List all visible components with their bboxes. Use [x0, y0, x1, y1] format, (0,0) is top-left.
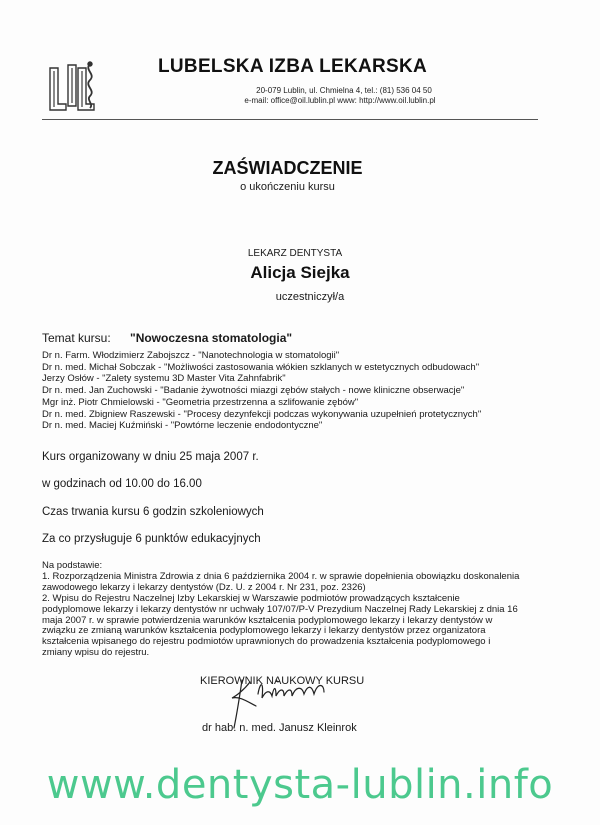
- participated-label: uczestniczył/a: [275, 291, 345, 303]
- lecture-item: Mgr inż. Piotr Chmielowski - "Geometria przestrzenna a szlifowanie zębów": [42, 396, 359, 408]
- basis-line: Na podstawie:: [42, 560, 103, 571]
- certificate-title: ZAŚWIADCZENIE: [212, 158, 363, 178]
- lecture-list: [42, 350, 562, 432]
- course-duration: Czas trwania kursu 6 godzin szkoleniowych: [42, 506, 264, 518]
- signatory-role: KIEROWNIK NAUKOWY KURSU: [200, 675, 365, 687]
- basis-line: 2. Wpisu do Rejestru Naczelnej Izby Lekarskiej w Warszawie podmiotów prowadzących kształcenie: [42, 592, 460, 604]
- course-date: Kurs organizowany w dniu 25 maja 2007 r.: [42, 451, 259, 463]
- legal-basis: [42, 561, 562, 659]
- basis-line: zmiany wpisu do rejestru.: [42, 647, 150, 659]
- organization-address: 20-079 Lublin, ul. Chmielna 4, tel.: (81) 536 04 50: [256, 86, 432, 95]
- organization-contact: e-mail: office@oil.lublin.pl www: http://www.oil.lublin.pl: [244, 96, 436, 105]
- course-hours: w godzinach od 10.00 do 16.00: [42, 478, 202, 490]
- signatory-name: dr hab. n. med. Janusz Kleinrok: [202, 722, 357, 734]
- watermark-url: www.dentysta-lublin.info: [46, 762, 554, 808]
- basis-line: zawodowego lekarzy i lekarzy dentystów (Dz. U. z 2004 r. Nr 231, poz. 2326): [42, 581, 366, 593]
- lecture-item: Dr n. Farm. Włodzimierz Zabojszcz - "Nanotechnologia w stomatologii": [42, 350, 340, 361]
- lecture-item: Dr n. med. Michał Sobczak - "Możliwości zastosowania włókien szklanych w estetycznych odbudowach": [42, 361, 480, 373]
- course-points: Za co przysługuje 6 punktów edukacyjnych: [42, 533, 261, 545]
- certificate-subtitle: o ukończeniu kursu: [240, 181, 335, 193]
- basis-line: kształcenia wpisanego do rejestru podmiotów uprawnionych do prowadzenia kształcenia podyplomowego i: [42, 636, 491, 648]
- lecture-item: Dr n. med. Maciej Kuźmiński - "Powtórne leczenie endodontyczne": [42, 420, 323, 432]
- lecture-item: Dr n. med. Zbigniew Raszewski - "Procesy dezynfekcji podczas wykonywania uzupełnień protetycznych": [42, 408, 482, 420]
- participant-name: Alicja Siejka: [250, 263, 350, 282]
- basis-line: maja 2007 r. w sprawie potwierdzenia warunków kształcenia podyplomowego lekarzy i lekarzy dentystów w: [42, 614, 493, 626]
- organization-name: LUBELSKA IZBA LEKARSKA: [158, 56, 428, 77]
- header-divider: [42, 119, 538, 120]
- lecture-item: Dr n. med. Jan Zuchowski - "Badanie żywotności miazgi zębów stałych - nowe kliniczne obserwacje": [42, 385, 465, 397]
- profession-label: LEKARZ DENTYSTA: [247, 248, 343, 259]
- basis-line: związku ze zmianą warunków kształcenia podyplomowego lekarzy i lekarzy dentystów przez organizatora: [42, 625, 486, 637]
- lecture-item: Jerzy Osłów - "Zalety systemu 3D Master Vita Zahnfabrik": [42, 373, 286, 385]
- topic-label: Temat kursu:: [42, 331, 111, 345]
- basis-line: 1. Rozporządzenia Ministra Zdrowia z dnia 6 października 2004 r. w sprawie dopełnienia obowiązku doskonalenia: [42, 570, 520, 582]
- basis-line: podyplomowe lekarzy i lekarzy dentystów nr uchwały 107/07/P-V Prezydium Naczelnej Rady Lekarskiej z dnia 16: [42, 603, 518, 615]
- topic-value: "Nowoczesna stomatologia": [130, 331, 293, 345]
